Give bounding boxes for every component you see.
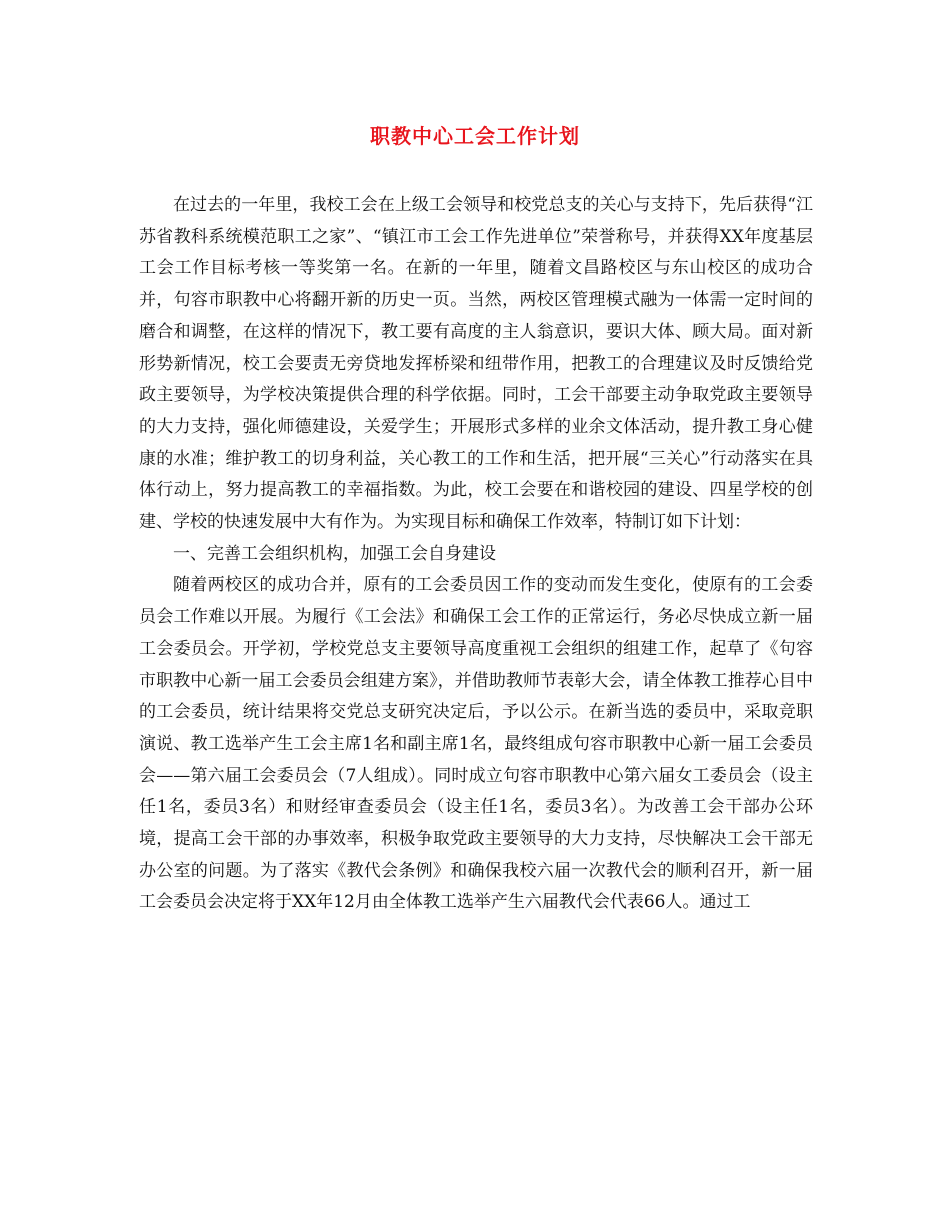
document-title: 职教中心工会工作计划 xyxy=(370,124,580,148)
section-heading: 一、完善工会组织机构，加强工会自身建设 xyxy=(173,543,496,564)
document-body xyxy=(139,190,813,919)
intro-paragraph: 在过去的一年里，我校工会在上级工会领导和校党总支的关心与支持下，先后获得“江苏省教科系统模范职工之家”、“镇江市工会工作先进单位”荣誉称号，并获得XX年度基层工会工作目标考核一等奖第一名。在新的一年里，随着文昌路校区与东山校区的成功合并，句容市职教中心将翻开新的历史一页。当然，两校区管理模式融为一体需一定时间的磨合和调整，在这样的情况下，教工要有高度的主人翁意识，要识大体、顾大局。面对新形势新情况，校工会要责无旁贷地发挥桥梁和纽带作用，把教工的合理建议及时反馈给党政主要领导，为学校决策提供合理的科学依据。同时，工会干部要主动争取党政主要领导的大力支持，强化师德建设，关爱学生；开展形式多样的业余文体活动，提升教工身心健康的水准；维护教工的切身利益，关心教工的工作和生活，把开展“三关心”行动落实在具体行动上，努力提高教工的幸福指数。为此，校工会要在和谐校园的建设、四星学校的创建、学校的快速发展中大有作为。为实现目标和确保工作效率，特制订如下计划： xyxy=(139,195,813,533)
section-paragraph: 随着两校区的成功合并，原有的工会委员因工作的变动而发生变化，使原有的工会委员会工作难以开展。为履行《工会法》和确保工会工作的正常运行，务必尽快成立新一届工会委员会。开学初，学校党总支主要领导高度重视工会组织的组建工作，起草了《句容市职教中心新一届工会委员会组建方案》，并借助教师节表彰大会，请全体教工推荐心目中的工会委员，统计结果将交党总支研究决定后，予以公示。在新当选的委员中，采取竞职演说、教工选举产生工会主席1名和副主席1名，最终组成句容市职教中心新一届工会委员会——第六届工会委员会（7人组成）。同时成立句容市职教中心第六届女工委员会（设主任1名，委员3名）和财经审查委员会（设主任1名，委员3名）。为改善工会干部办公环境，提高工会干部的办事效率，积极争取党政主要领导的大力支持，尽快解决工会干部无办公室的问题。为了落实《教代会条例》和确保我校六届一次教代会的顺利召开，新一届工会委员会决定将于XX年12月由全体教工选举产生六届教代会代表66人。通过工 xyxy=(139,575,813,913)
